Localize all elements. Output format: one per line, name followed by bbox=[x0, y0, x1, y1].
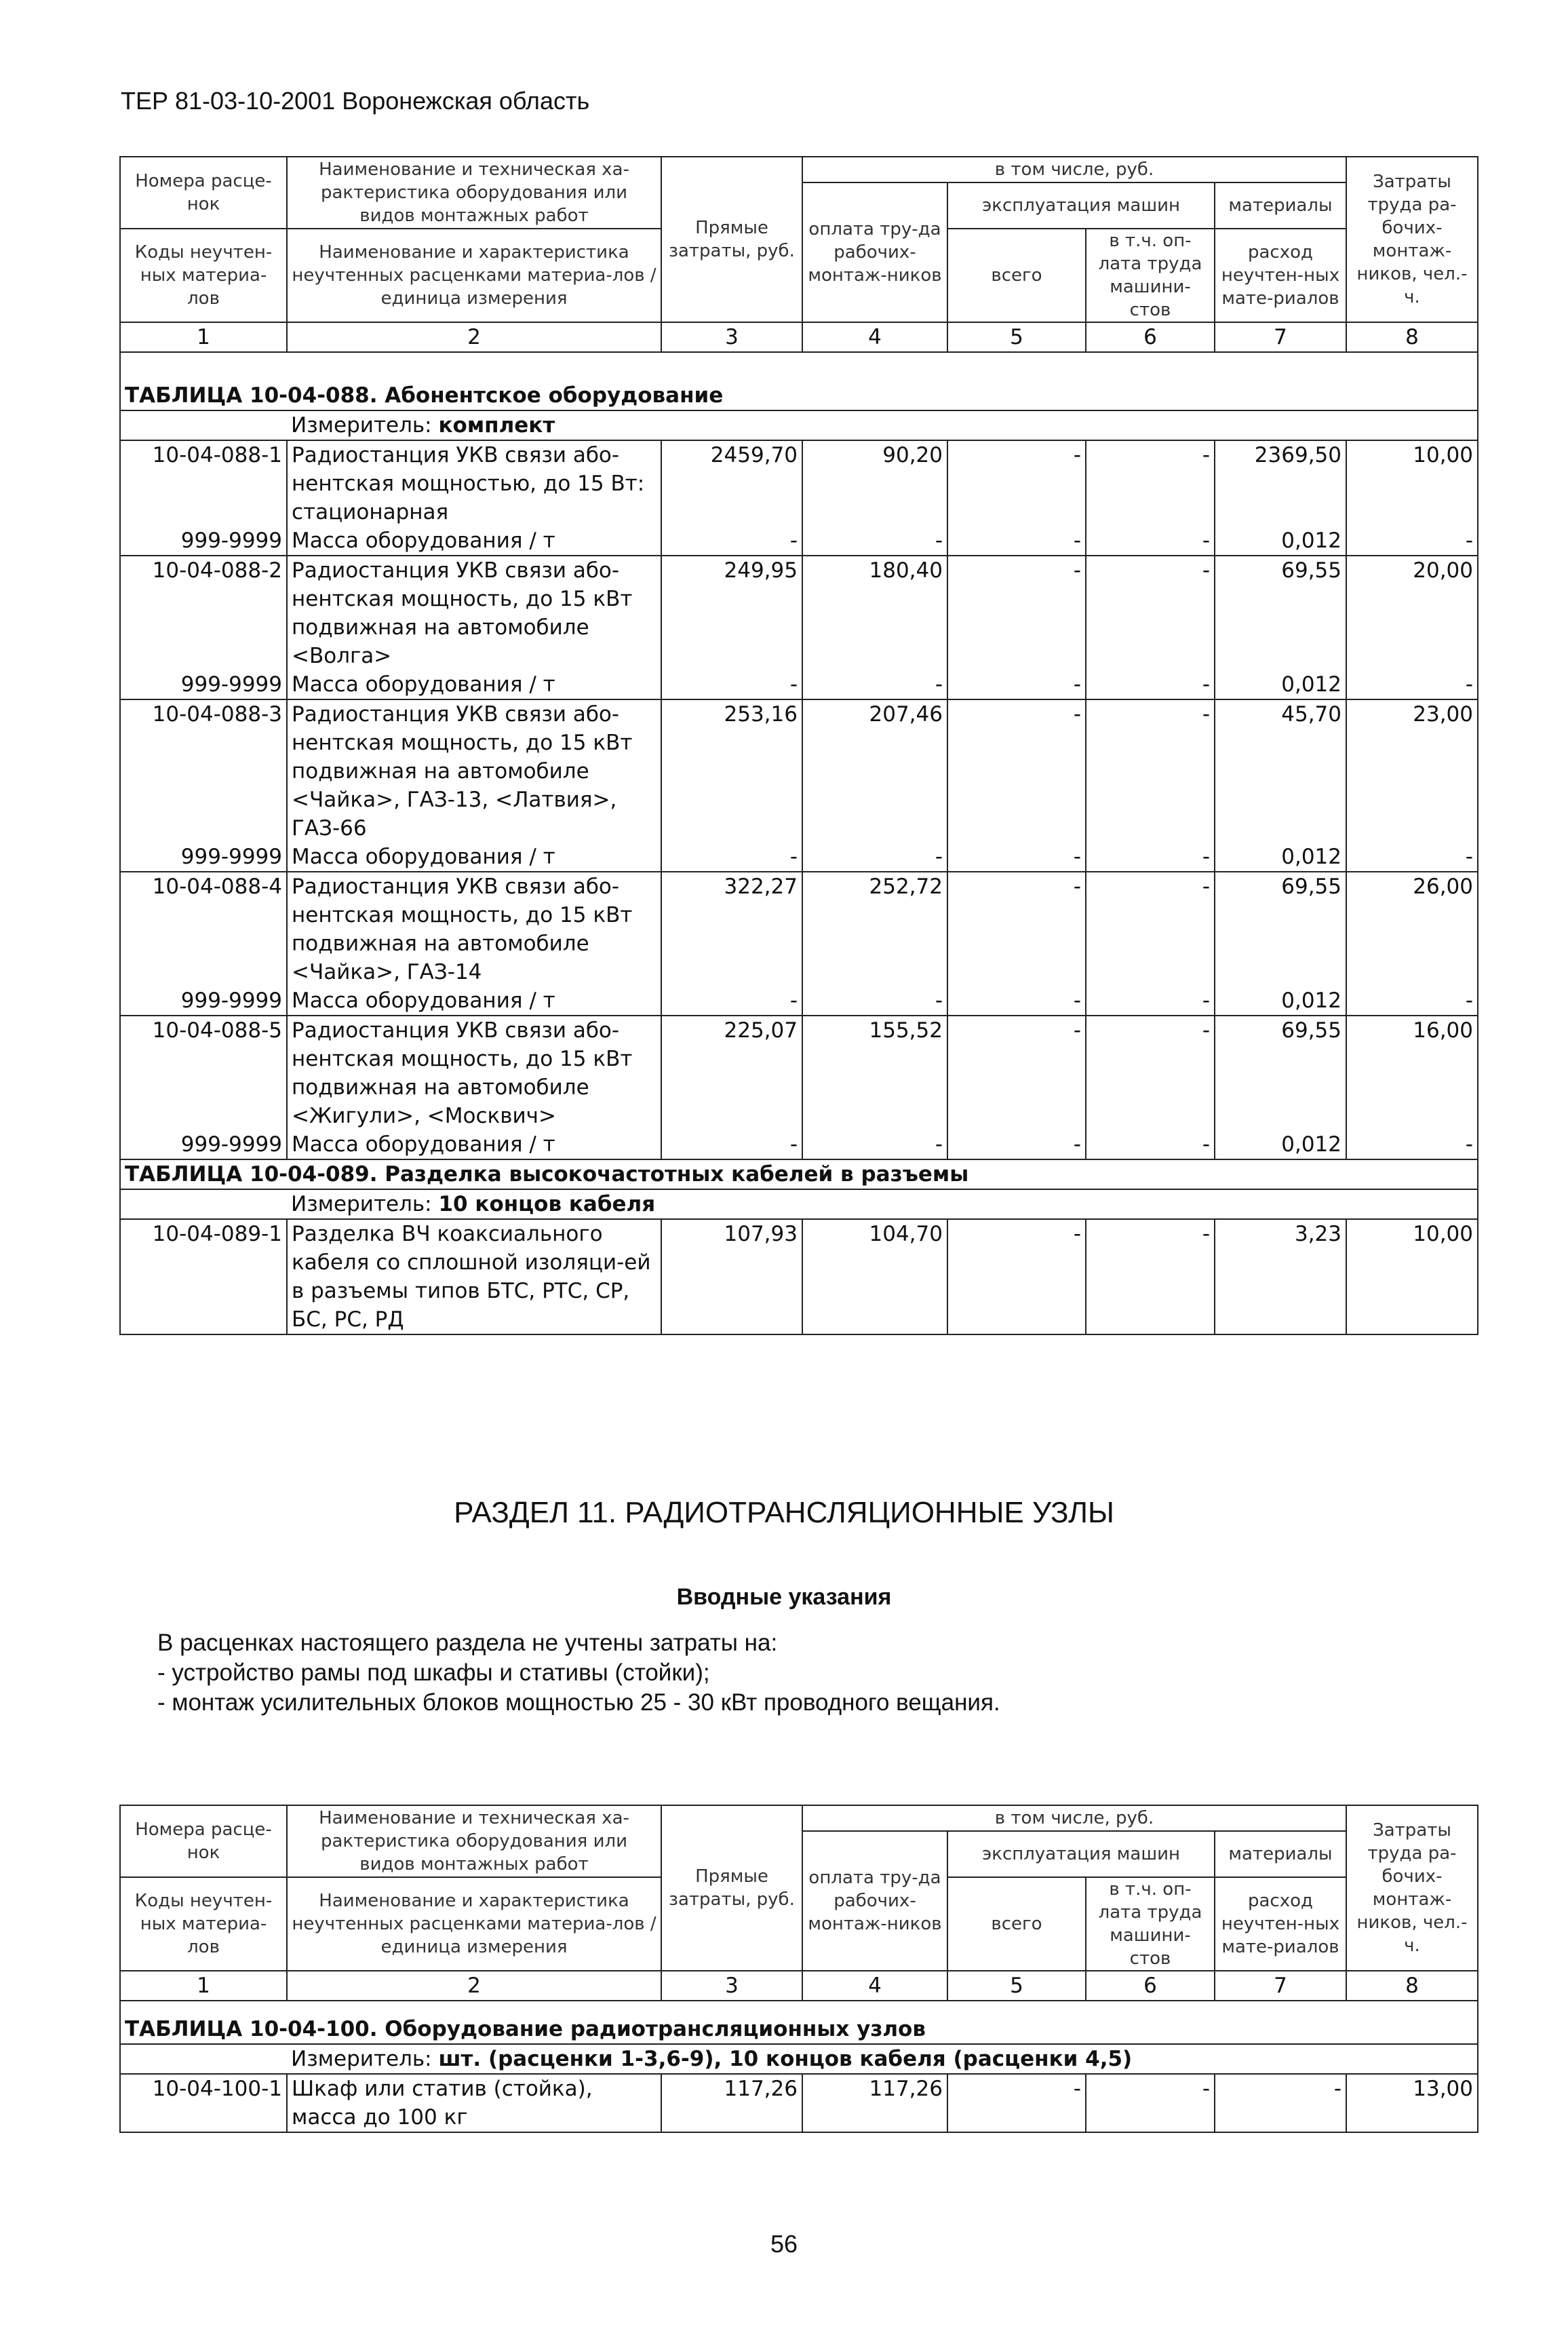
material-code: 999-9999 bbox=[120, 986, 287, 1016]
measure-row-089 bbox=[120, 1189, 1478, 1219]
header-col2-bottom: Наименование и характеристика неучтенных расценками материа-лов / единица измерения bbox=[287, 1877, 661, 1971]
machines-total: - bbox=[947, 872, 1086, 986]
header-materials: материалы bbox=[1215, 1831, 1346, 1877]
machines-total: - bbox=[947, 843, 1086, 872]
header-col7: расход неучтен-ных мате-риалов bbox=[1215, 1877, 1346, 1971]
measure-label: Измеритель: bbox=[291, 1192, 432, 1216]
measure-row-100 bbox=[120, 2044, 1478, 2074]
labor-hours: 10,00 bbox=[1346, 440, 1478, 526]
header-col1-top: Номера расце-нок bbox=[120, 157, 287, 229]
material-row bbox=[120, 670, 1478, 699]
measure-unit: 10 концов кабеля bbox=[438, 1192, 656, 1216]
material-name: Масса оборудования / т bbox=[287, 843, 661, 872]
col-number: 7 bbox=[1215, 1971, 1346, 2001]
machines-total: - bbox=[947, 986, 1086, 1016]
materials-qty: 0,012 bbox=[1215, 670, 1346, 699]
labor-hours: - bbox=[1346, 1130, 1478, 1159]
table-row bbox=[120, 440, 1478, 526]
direct-cost: - bbox=[661, 843, 802, 872]
machines-total: - bbox=[947, 670, 1086, 699]
materials-cost: 69,55 bbox=[1215, 556, 1346, 670]
section-title: РАЗДЕЛ 11. РАДИОТРАНСЛЯЦИОННЫЕ УЗЛЫ bbox=[454, 1496, 1114, 1529]
rate-code: 10-04-088-2 bbox=[120, 556, 287, 670]
labor-pay: - bbox=[802, 986, 947, 1016]
materials-cost: 45,70 bbox=[1215, 699, 1346, 843]
labor-hours: - bbox=[1346, 670, 1478, 699]
header-col5: всего bbox=[947, 229, 1086, 322]
materials-cost: 69,55 bbox=[1215, 1016, 1346, 1130]
col-number: 2 bbox=[287, 322, 661, 352]
labor-pay: - bbox=[802, 526, 947, 556]
table-title-089: ТАБЛИЦА 10-04-089. Разделка высокочастотных кабелей в разъемы bbox=[120, 1159, 1478, 1189]
col-number: 8 bbox=[1346, 322, 1478, 352]
direct-cost: 253,16 bbox=[661, 699, 802, 843]
header-col6: в т.ч. оп-лата труда машини-стов bbox=[1086, 229, 1215, 322]
labor-hours: 26,00 bbox=[1346, 872, 1478, 986]
col-number: 4 bbox=[802, 1971, 947, 2001]
material-row bbox=[120, 1130, 1478, 1159]
labor-hours: - bbox=[1346, 526, 1478, 556]
section-subtitle: Вводные указания bbox=[676, 1584, 892, 1610]
materials-cost: 3,23 bbox=[1215, 1219, 1346, 1334]
rate-name: Радиостанция УКВ связи або-нентская мощностью, до 15 Вт: стационарная bbox=[287, 440, 661, 526]
machinist-pay: - bbox=[1086, 1219, 1215, 1334]
col-number: 1 bbox=[120, 1971, 287, 2001]
machines-total: - bbox=[947, 1016, 1086, 1130]
machines-total: - bbox=[947, 526, 1086, 556]
rates-table-1 bbox=[119, 156, 1478, 1335]
labor-pay: 104,70 bbox=[802, 1219, 947, 1334]
header-col6: в т.ч. оп-лата труда машини-стов bbox=[1086, 1877, 1215, 1971]
labor-pay: 117,26 bbox=[802, 2074, 947, 2132]
table-row bbox=[120, 1016, 1478, 1130]
rate-name: Разделка ВЧ коаксиального кабеля со сплошной изоляци-ей в разъемы типов БТС, РТС, СР, БС, РС, РД bbox=[287, 1219, 661, 1334]
material-row bbox=[120, 526, 1478, 556]
rate-name: Радиостанция УКВ связи або-нентская мощность, до 15 кВт подвижная на автомобиле <Чайка>, ГАЗ-14 bbox=[287, 872, 661, 986]
rate-name: Радиостанция УКВ связи або-нентская мощность, до 15 кВт подвижная на автомобиле <Волга> bbox=[287, 556, 661, 670]
labor-hours: 16,00 bbox=[1346, 1016, 1478, 1130]
header-col3: Прямые затраты, руб. bbox=[661, 157, 802, 322]
header-col7: расход неучтен-ных мате-риалов bbox=[1215, 229, 1346, 322]
machines-total: - bbox=[947, 556, 1086, 670]
measure-unit: комплект bbox=[438, 413, 555, 438]
measure-row-088 bbox=[120, 410, 1478, 440]
material-name: Масса оборудования / т bbox=[287, 670, 661, 699]
header-col8: Затраты труда ра-бочих-монтаж-ников, чел.-ч. bbox=[1346, 1805, 1478, 1971]
material-code: 999-9999 bbox=[120, 526, 287, 556]
machines-total: - bbox=[947, 2074, 1086, 2132]
material-row bbox=[120, 843, 1478, 872]
header-col2-top: Наименование и техническая ха-рактеристика оборудования или видов монтажных работ bbox=[287, 157, 661, 229]
direct-cost: 225,07 bbox=[661, 1016, 802, 1130]
material-code: 999-9999 bbox=[120, 843, 287, 872]
direct-cost: - bbox=[661, 526, 802, 556]
direct-cost: 107,93 bbox=[661, 1219, 802, 1334]
labor-hours: 20,00 bbox=[1346, 556, 1478, 670]
intro-line: - монтаж усилительных блоков мощностью 25 - 30 кВт проводного вещания. bbox=[157, 1689, 1000, 1716]
machinist-pay: - bbox=[1086, 872, 1215, 986]
measure-unit: шт. (расценки 1-3,6-9), 10 концов кабеля (расценки 4,5) bbox=[438, 2047, 1133, 2071]
labor-hours: 13,00 bbox=[1346, 2074, 1478, 2132]
labor-hours: 10,00 bbox=[1346, 1219, 1478, 1334]
rate-code: 10-04-088-1 bbox=[120, 440, 287, 526]
measure-label: Измеритель: bbox=[291, 413, 432, 438]
machinist-pay: - bbox=[1086, 699, 1215, 843]
labor-pay: - bbox=[802, 670, 947, 699]
labor-hours: 23,00 bbox=[1346, 699, 1478, 843]
labor-hours: - bbox=[1346, 986, 1478, 1016]
header-machines: эксплуатация машин bbox=[947, 182, 1215, 229]
labor-hours: - bbox=[1346, 843, 1478, 872]
header-col1-bottom: Коды неучтен-ных материа-лов bbox=[120, 229, 287, 322]
header-materials: материалы bbox=[1215, 182, 1346, 229]
table-row bbox=[120, 1219, 1478, 1334]
material-name: Масса оборудования / т bbox=[287, 526, 661, 556]
col-number: 8 bbox=[1346, 1971, 1478, 2001]
machines-total: - bbox=[947, 699, 1086, 843]
machinist-pay: - bbox=[1086, 1016, 1215, 1130]
table-row bbox=[120, 699, 1478, 843]
materials-qty: 0,012 bbox=[1215, 1130, 1346, 1159]
machinist-pay: - bbox=[1086, 556, 1215, 670]
page-header: ТЕР 81-03-10-2001 Воронежская область bbox=[121, 87, 590, 115]
page-number: 56 bbox=[770, 2230, 798, 2258]
materials-cost: 69,55 bbox=[1215, 872, 1346, 986]
direct-cost: 322,27 bbox=[661, 872, 802, 986]
machinist-pay: - bbox=[1086, 1130, 1215, 1159]
materials-qty: 0,012 bbox=[1215, 526, 1346, 556]
rate-name: Радиостанция УКВ связи або-нентская мощность, до 15 кВт подвижная на автомобиле <Жигули>, <Москвич> bbox=[287, 1016, 661, 1130]
machines-total: - bbox=[947, 440, 1086, 526]
header-col1-bottom: Коды неучтен-ных материа-лов bbox=[120, 1877, 287, 1971]
direct-cost: 117,26 bbox=[661, 2074, 802, 2132]
table-title-100: ТАБЛИЦА 10-04-100. Оборудование радиотрансляционных узлов bbox=[120, 2001, 1478, 2044]
material-name: Масса оборудования / т bbox=[287, 986, 661, 1016]
col-number: 2 bbox=[287, 1971, 661, 2001]
material-row bbox=[120, 986, 1478, 1016]
table-row bbox=[120, 872, 1478, 986]
rate-code: 10-04-089-1 bbox=[120, 1219, 287, 1334]
rate-code: 10-04-088-3 bbox=[120, 699, 287, 843]
header-col5: всего bbox=[947, 1877, 1086, 1971]
rate-code: 10-04-100-1 bbox=[120, 2074, 287, 2132]
machines-total: - bbox=[947, 1130, 1086, 1159]
materials-qty: 0,012 bbox=[1215, 986, 1346, 1016]
header-col1-top: Номера расце-нок bbox=[120, 1805, 287, 1877]
rates-table-2 bbox=[119, 1805, 1478, 2133]
direct-cost: 2459,70 bbox=[661, 440, 802, 526]
intro-text bbox=[157, 1628, 1000, 1718]
rate-code: 10-04-088-5 bbox=[120, 1016, 287, 1130]
machines-total: - bbox=[947, 1219, 1086, 1334]
rate-name: Радиостанция УКВ связи або-нентская мощность, до 15 кВт подвижная на автомобиле <Чайка>, ГАЗ-13, <Латвия>, ГАЗ-66 bbox=[287, 699, 661, 843]
machinist-pay: - bbox=[1086, 526, 1215, 556]
rate-name: Шкаф или статив (стойка), масса до 100 кг bbox=[287, 2074, 661, 2132]
table-row bbox=[120, 2074, 1478, 2132]
header-col2-bottom: Наименование и характеристика неучтенных расценками материа-лов / единица измерения bbox=[287, 229, 661, 322]
measure-label: Измеритель: bbox=[291, 2047, 432, 2071]
labor-pay: 252,72 bbox=[802, 872, 947, 986]
header-group: в том числе, руб. bbox=[802, 1805, 1346, 1831]
labor-pay: 155,52 bbox=[802, 1016, 947, 1130]
header-col2-top: Наименование и техническая ха-рактеристика оборудования или видов монтажных работ bbox=[287, 1805, 661, 1877]
header-group: в том числе, руб. bbox=[802, 157, 1346, 182]
machinist-pay: - bbox=[1086, 986, 1215, 1016]
machinist-pay: - bbox=[1086, 2074, 1215, 2132]
intro-line: - устройство рамы под шкафы и стативы (стойки); bbox=[157, 1659, 710, 1686]
col-number: 1 bbox=[120, 322, 287, 352]
table-bottom-rule bbox=[120, 1334, 1478, 1335]
header-machines: эксплуатация машин bbox=[947, 1831, 1215, 1877]
materials-qty: 0,012 bbox=[1215, 843, 1346, 872]
direct-cost: - bbox=[661, 670, 802, 699]
machinist-pay: - bbox=[1086, 843, 1215, 872]
col-number: 3 bbox=[661, 322, 802, 352]
col-number: 6 bbox=[1086, 1971, 1215, 2001]
table-row bbox=[120, 556, 1478, 670]
table-title-088: ТАБЛИЦА 10-04-088. Абонентское оборудование bbox=[120, 352, 1478, 410]
material-name: Масса оборудования / т bbox=[287, 1130, 661, 1159]
header-col3: Прямые затраты, руб. bbox=[661, 1805, 802, 1971]
col-number: 3 bbox=[661, 1971, 802, 2001]
col-number: 5 bbox=[947, 322, 1086, 352]
material-code: 999-9999 bbox=[120, 1130, 287, 1159]
header-col8: Затраты труда ра-бочих-монтаж-ников, чел.-ч. bbox=[1346, 157, 1478, 322]
materials-cost: - bbox=[1215, 2074, 1346, 2132]
direct-cost: 249,95 bbox=[661, 556, 802, 670]
header-col4: оплата тру-да рабочих-монтаж-ников bbox=[802, 182, 947, 322]
material-code: 999-9999 bbox=[120, 670, 287, 699]
header-col4: оплата тру-да рабочих-монтаж-ников bbox=[802, 1831, 947, 1971]
labor-pay: 180,40 bbox=[802, 556, 947, 670]
machinist-pay: - bbox=[1086, 440, 1215, 526]
labor-pay: 90,20 bbox=[802, 440, 947, 526]
direct-cost: - bbox=[661, 986, 802, 1016]
col-number: 4 bbox=[802, 322, 947, 352]
materials-cost: 2369,50 bbox=[1215, 440, 1346, 526]
labor-pay: 207,46 bbox=[802, 699, 947, 843]
intro-line: В расценках настоящего раздела не учтены затраты на: bbox=[157, 1630, 778, 1656]
col-number: 7 bbox=[1215, 322, 1346, 352]
rate-code: 10-04-088-4 bbox=[120, 872, 287, 986]
labor-pay: - bbox=[802, 1130, 947, 1159]
direct-cost: - bbox=[661, 1130, 802, 1159]
col-number: 6 bbox=[1086, 322, 1215, 352]
machinist-pay: - bbox=[1086, 670, 1215, 699]
labor-pay: - bbox=[802, 843, 947, 872]
col-number: 5 bbox=[947, 1971, 1086, 2001]
